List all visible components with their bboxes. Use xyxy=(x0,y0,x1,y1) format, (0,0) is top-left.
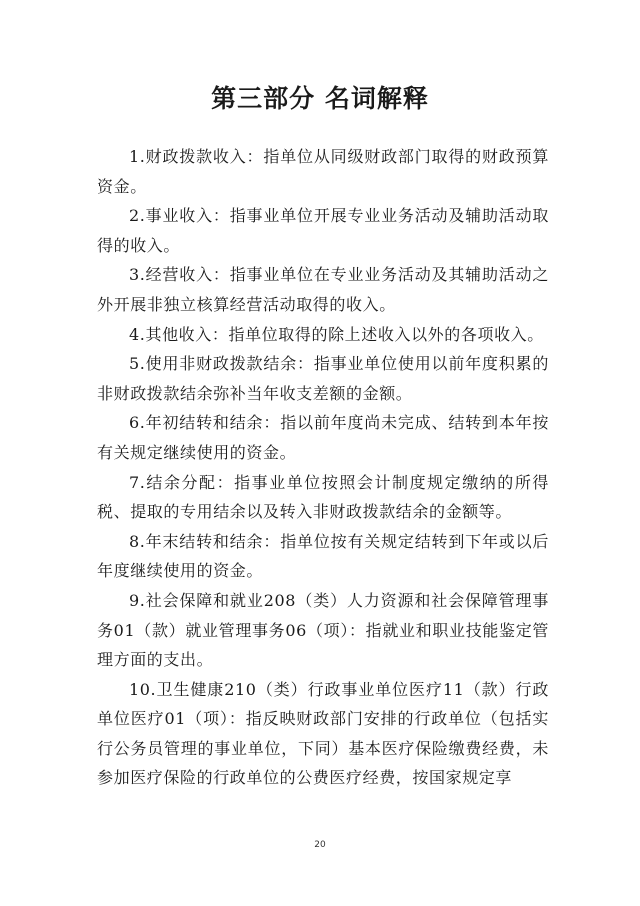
glossary-item-10: 10.卫生健康210（类）行政事业单位医疗11（款）行政单位医疗01（项）：指反映财政部门安排的行政单位（包括实行公务员管理的事业单位，下同）基本医疗保险缴费经费，未参加医疗保险的行政单位的公费医疗经费，按国家规定享 xyxy=(97,679,549,788)
glossary-item-5: 5.使用非财政拨款结余：指事业单位使用以前年度积累的非财政拨款结余弥补当年收支差额的金额。 xyxy=(97,354,549,403)
glossary-item-3: 3.经营收入：指事业单位在专业业务活动及其辅助活动之外开展非独立核算经营活动取得的收入。 xyxy=(97,265,549,314)
glossary-body xyxy=(97,142,549,793)
glossary-item-1: 1.财政拨款收入：指单位从同级财政部门取得的财政预算资金。 xyxy=(97,147,549,196)
glossary-item-8: 8.年末结转和结余：指单位按有关规定结转到下年或以后年度继续使用的资金。 xyxy=(97,531,549,581)
glossary-item-9: 9.社会保障和就业208（类）人力资源和社会保障管理事务01（款）就业管理事务06（项）：指就业和职业技能鉴定管理方面的支出。 xyxy=(97,590,549,670)
glossary-item-7: 7.结余分配：指事业单位按照会计制度规定缴纳的所得税、提取的专用结余以及转入非财政拨款结余的金额等。 xyxy=(97,472,549,522)
glossary-item-2: 2.事业收入：指事业单位开展专业业务活动及辅助活动取得的收入。 xyxy=(97,206,549,255)
glossary-item-6: 6.年初结转和结余：指以前年度尚未完成、结转到本年按有关规定继续使用的资金。 xyxy=(97,413,549,462)
page-number: 20 xyxy=(314,840,326,850)
glossary-item-4: 4.其他收入：指单位取得的除上述收入以外的各项收入。 xyxy=(129,324,544,344)
page-title: 第三部分 名词解释 xyxy=(211,84,429,113)
